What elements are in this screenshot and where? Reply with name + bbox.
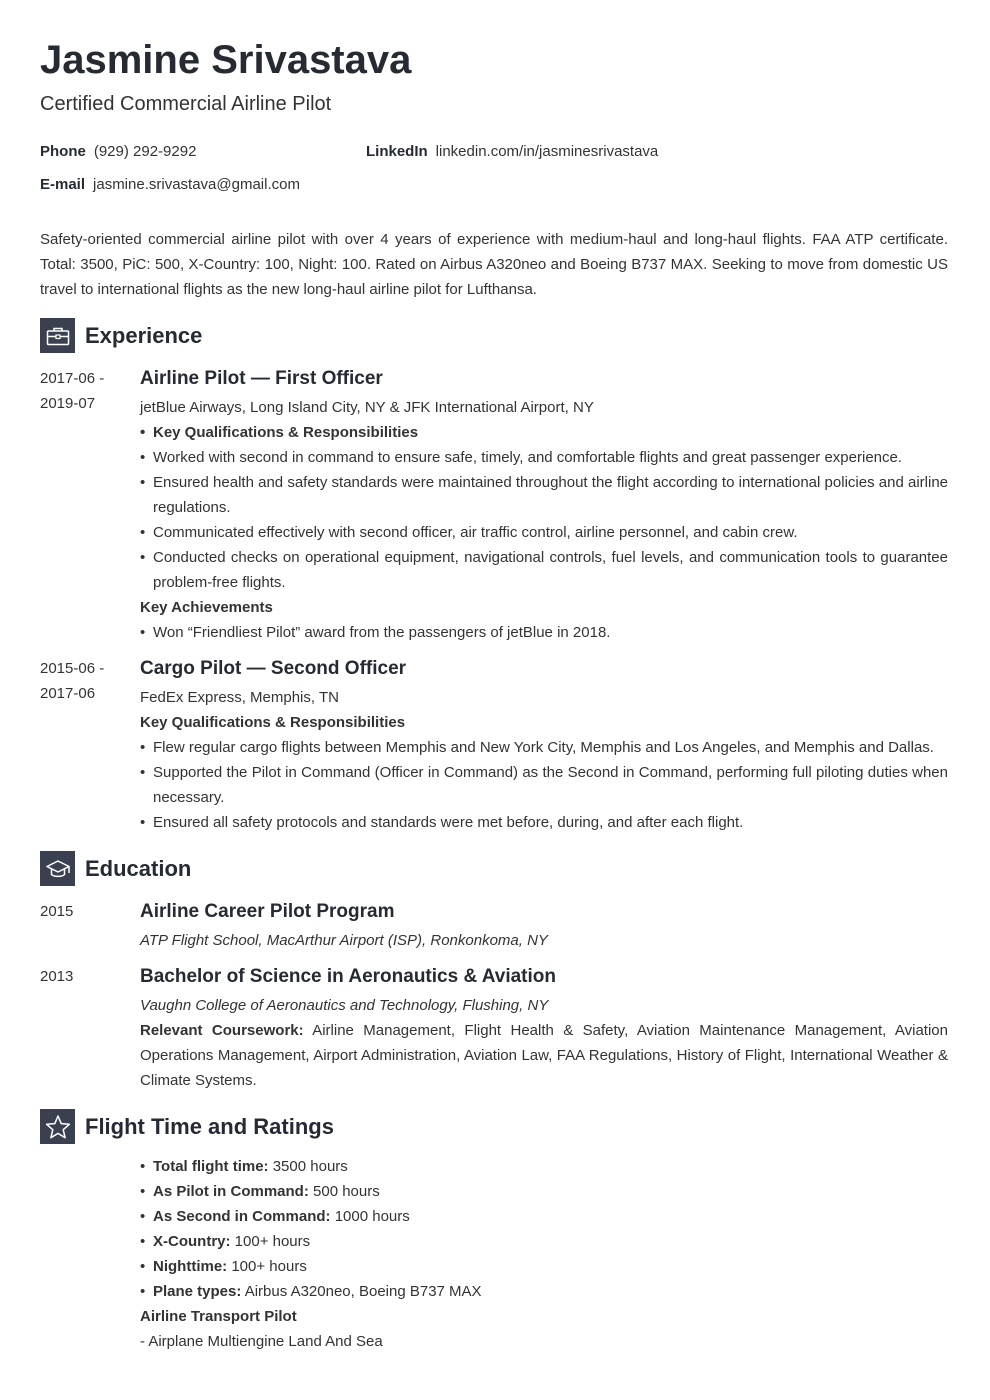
experience-section-header [40, 318, 202, 353]
license-detail: - Airplane Multiengine Land And Sea [140, 1333, 383, 1350]
list-item [140, 1254, 948, 1279]
flight-item-label: Nighttime: [153, 1258, 228, 1275]
flight-section-header [40, 1109, 334, 1144]
coursework [140, 1018, 948, 1093]
flight-list [140, 1154, 948, 1304]
flight-item-label: Plane types: [153, 1283, 242, 1300]
school-name: Vaughn College of Aeronautics and Technology, Flushing, NY [140, 997, 549, 1014]
school-name: ATP Flight School, MacArthur Airport (ISP), Ronkonkoma, NY [140, 932, 548, 949]
education-heading: Education [85, 855, 192, 881]
achievement-list [140, 620, 948, 645]
flight-item-value: 100+ hours [231, 1258, 307, 1275]
achievements-heading: Key Achievements [140, 599, 273, 616]
star-icon [40, 1109, 75, 1144]
education-body [140, 964, 948, 1093]
list-item [140, 1154, 948, 1179]
graduation-cap-icon [40, 851, 75, 886]
flight-item-value: 100+ hours [234, 1233, 311, 1250]
list-item: • Ensured health and safety standards were maintained throughout the flight according to international policies and airline regulations. [140, 470, 948, 520]
flight-item-label: As Pilot in Command: [153, 1183, 309, 1200]
contact-email [40, 175, 300, 195]
job-bullets [140, 420, 948, 595]
job-date-start: 2017-06 - [40, 370, 105, 387]
list-item [140, 1279, 948, 1304]
contact-linkedin [366, 142, 658, 162]
education-date: 2015 [40, 903, 74, 920]
experience-heading: Experience [85, 322, 203, 348]
candidate-title: Certified Commercial Airline Pilot [40, 93, 332, 115]
list-item: • Supported the Pilot in Command (Officer in Command) as the Second in Command, performing full piloting duties when necessary. [140, 760, 948, 810]
flight-body [140, 1154, 948, 1354]
list-item [140, 1229, 948, 1254]
list-item: • Worked with second in command to ensure safe, timely, and comfortable flights and great passenger experience. [140, 445, 948, 470]
flight-item-value: 1000 hours [334, 1208, 410, 1225]
linkedin-value[interactable]: linkedin.com/in/jasminesrivastava [435, 143, 659, 160]
flight-item-value: 3500 hours [272, 1158, 348, 1175]
education-section-header [40, 851, 191, 886]
list-item [140, 1204, 948, 1229]
job-body [140, 366, 948, 645]
job-employer: jetBlue Airways, Long Island City, NY & JFK International Airport, NY [140, 399, 594, 416]
job-title: Airline Pilot — First Officer [140, 368, 383, 389]
email-value[interactable]: jasmine.srivastava@gmail.com [93, 176, 300, 193]
flight-item-label: As Second in Command: [153, 1208, 331, 1225]
education-date: 2013 [40, 968, 74, 985]
list-item: • Flew regular cargo flights between Memphis and New York City, Memphis and Los Angeles, and Memphis and Dallas. [140, 735, 948, 760]
contact-phone [40, 142, 196, 162]
flight-item-value: 500 hours [313, 1183, 380, 1200]
flight-item-value: Airbus A320neo, Boeing B737 MAX [244, 1283, 482, 1300]
list-item: • Conducted checks on operational equipment, navigational controls, fuel levels, and communication tools to guarantee problem-free flights. [140, 545, 948, 595]
flight-heading: Flight Time and Ratings [85, 1113, 334, 1139]
summary: Safety-oriented commercial airline pilot with over 4 years of experience with medium-haul and long-haul flights. FAA ATP certificate. Total: 3500, PiC: 500, X-Country: 100, Night: 100. Rated on Airbus A320neo and Boeing B737 MAX. Seeking to move from domestic US travel to international flights as the new long-haul airline pilot for Lufthansa. [40, 231, 948, 298]
briefcase-icon [40, 318, 75, 353]
coursework-list: Airline Management, Flight Health & Safety, Aviation Maintenance Management, Aviation Operations Management, Airport Administration, Aviation Law, FAA Regulations, History of Flight, International Weather & Climate Systems. [140, 1022, 948, 1089]
candidate-name: Jasmine Srivastava [40, 38, 412, 82]
job-employer: FedEx Express, Memphis, TN [140, 689, 339, 706]
job-date-end: 2019-07 [40, 395, 96, 412]
job-body [140, 656, 948, 835]
phone-value: (929) 292-9292 [93, 143, 197, 160]
job-dates [40, 366, 130, 416]
degree-title: Airline Career Pilot Program [140, 901, 395, 922]
job-date-end: 2017-06 [40, 685, 96, 702]
job-dates [40, 656, 130, 706]
phone-label: Phone [40, 143, 86, 160]
linkedin-label: LinkedIn [366, 143, 428, 160]
list-item: • Ensured all safety protocols and standards were met before, during, and after each flight. [140, 810, 948, 835]
list-item [140, 1179, 948, 1204]
list-item: • Won “Friendliest Pilot” award from the passengers of jetBlue in 2018. [140, 620, 948, 645]
job-title: Cargo Pilot — Second Officer [140, 658, 407, 679]
email-label: E-mail [40, 176, 86, 193]
flight-item-label: Total flight time: [153, 1158, 269, 1175]
degree-title: Bachelor of Science in Aeronautics & Aviation [140, 966, 556, 987]
coursework-label: Relevant Coursework: [140, 1022, 304, 1039]
qualifications-heading: • Key Qualifications & Responsibilities [140, 420, 948, 445]
job-bullets [140, 735, 948, 835]
education-body [140, 899, 948, 953]
list-item: • Communicated effectively with second officer, air traffic control, airline personnel, and cabin crew. [140, 520, 948, 545]
job-date-start: 2015-06 - [40, 660, 105, 677]
license-heading: Airline Transport Pilot [140, 1308, 297, 1325]
qualifications-heading: Key Qualifications & Responsibilities [140, 714, 406, 731]
flight-item-label: X-Country: [153, 1233, 231, 1250]
